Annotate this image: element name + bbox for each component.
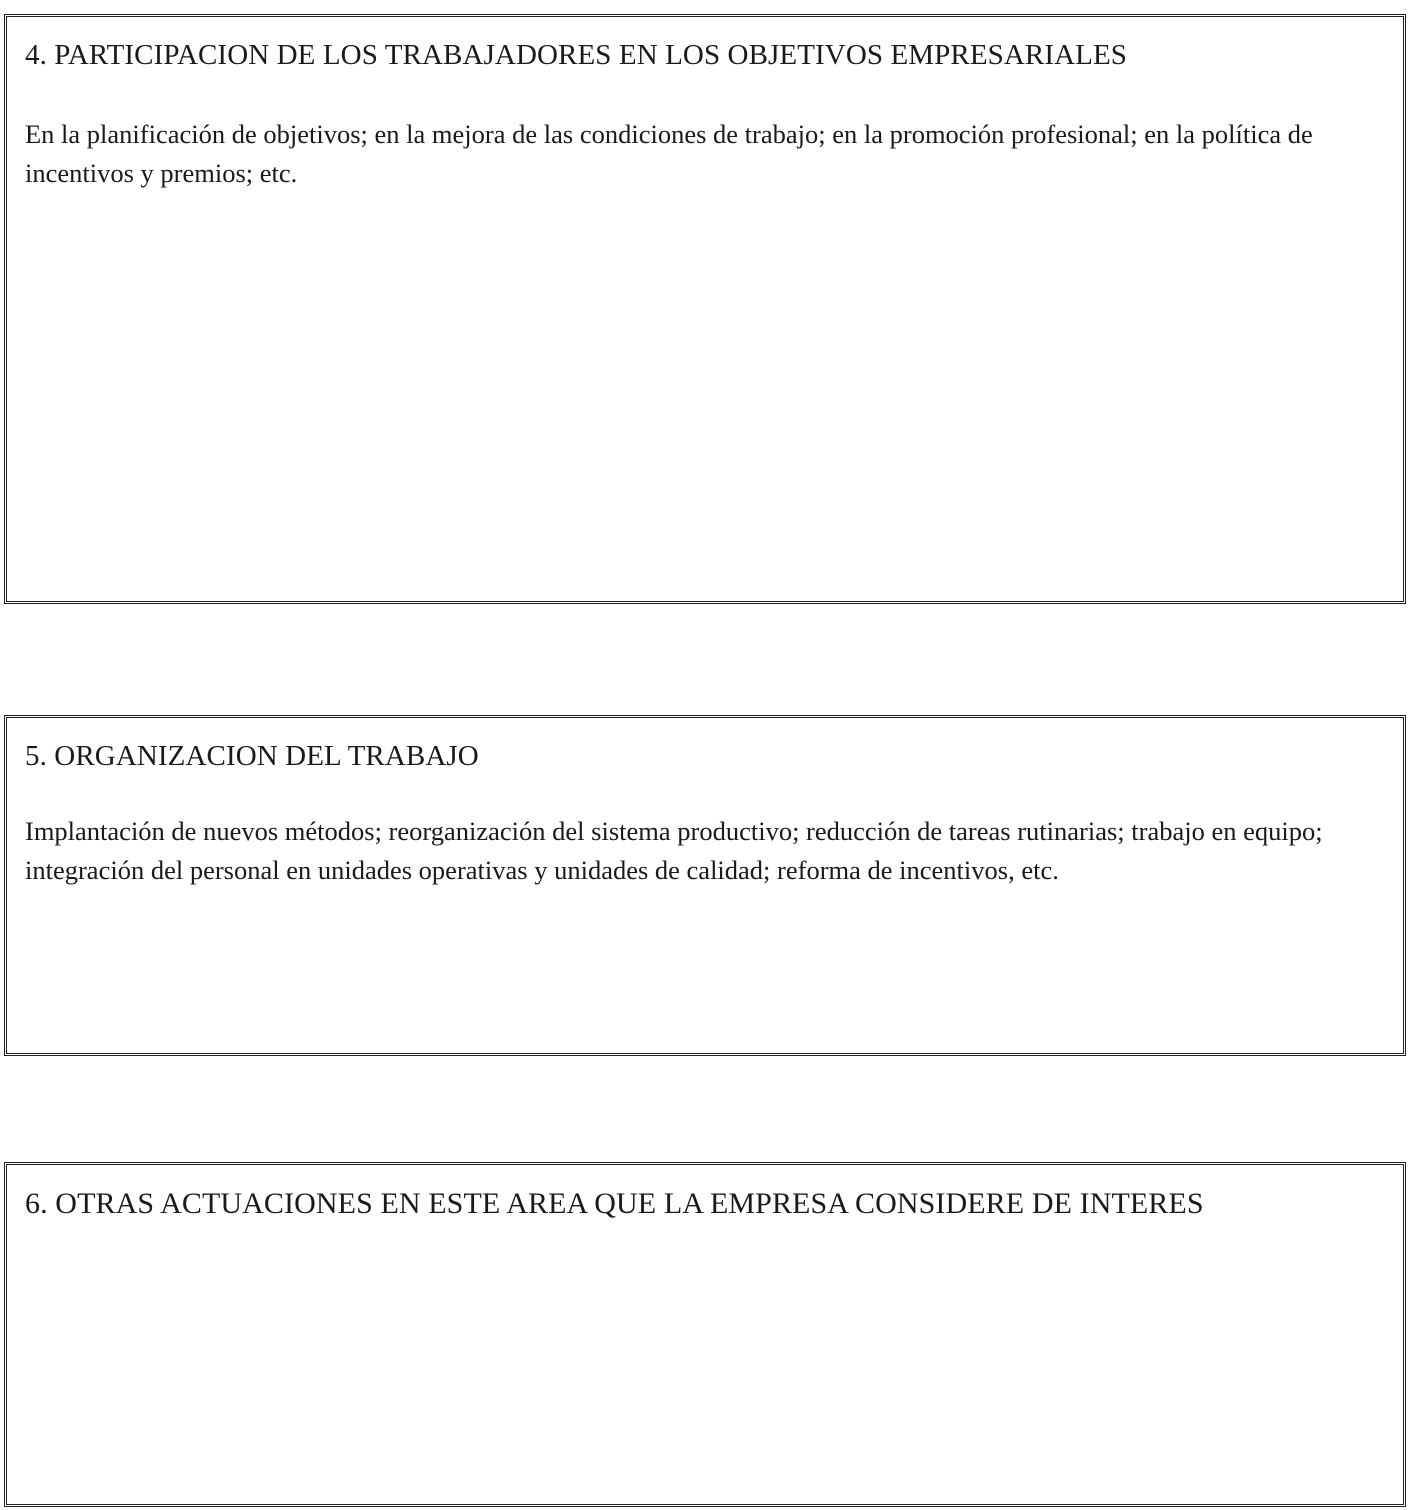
section-5-box[interactable] (4, 715, 1406, 1056)
section-4-title: 4. PARTICIPACION DE LOS TRABAJADORES EN LOS OBJETIVOS EMPRESARIALES (25, 39, 1128, 71)
section-5-description: Implantación de nuevos métodos; reorganización del sistema productivo; reducción de tareas rutinarias; trabajo en equipo; integración del personal en unidades operativas y unidades de calidad; reforma de incentivos, etc. (25, 816, 1323, 885)
section-4-box[interactable] (4, 14, 1406, 604)
section-6-title: 6. OTRAS ACTUACIONES EN ESTE AREA QUE LA EMPRESA CONSIDERE DE INTERES (25, 1187, 1204, 1220)
section-5-title: 5. ORGANIZACION DEL TRABAJO (25, 740, 479, 772)
section-6-box[interactable] (4, 1162, 1406, 1507)
section-4-description: En la planificación de objetivos; en la mejora de las condiciones de trabajo; en la promoción profesional; en la política de incentivos y premios; etc. (25, 119, 1313, 188)
